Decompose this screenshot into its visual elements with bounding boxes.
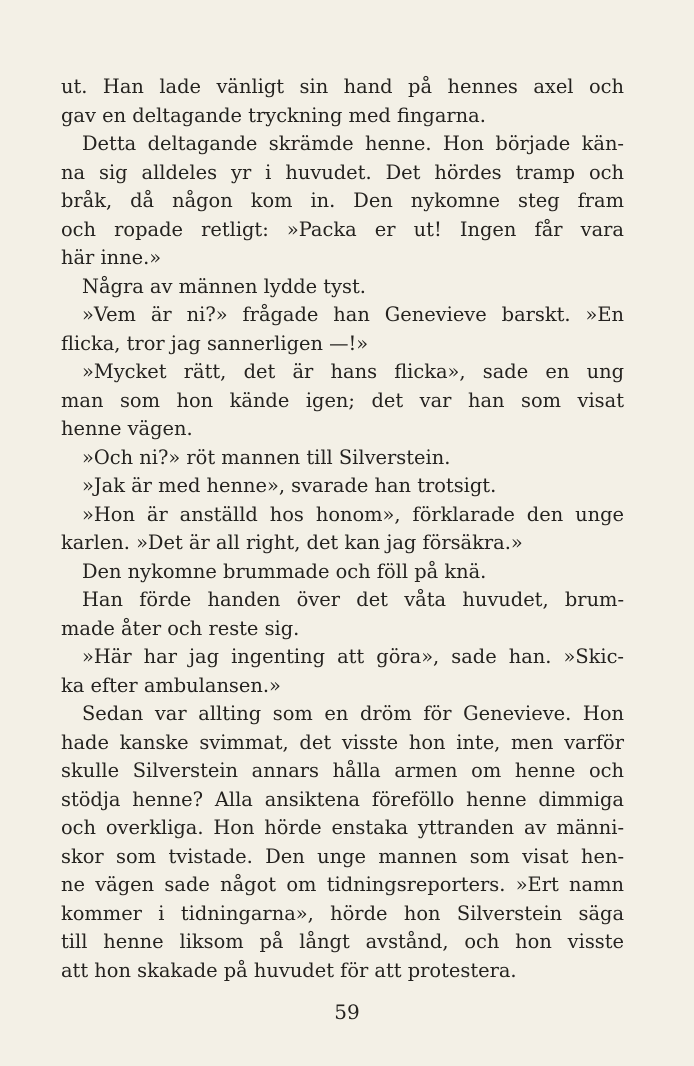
text-line: ka efter ambulansen.» bbox=[61, 673, 281, 697]
text-line: na sig alldeles yr i huvudet. Det hördes tramp och bbox=[61, 160, 624, 184]
text-line: »Och ni?» röt mannen till Silverstein. bbox=[82, 445, 451, 469]
text-line: »Jak är med henne», svarade han trotsigt. bbox=[82, 474, 497, 497]
text-line: »Hon är anställd hos honom», förklarade den unge bbox=[82, 502, 624, 526]
text-line: skulle Silverstein annars hålla armen om henne och bbox=[61, 759, 624, 782]
text-line: här inne.» bbox=[61, 246, 162, 269]
body-text bbox=[61, 73, 624, 985]
text-line: Några av männen lydde tyst. bbox=[82, 274, 366, 298]
text-line: Sedan var allting som en dröm för Genevieve. Hon bbox=[82, 702, 624, 725]
text-line: »Här har jag ingenting att göra», sade han. »Skic- bbox=[82, 645, 624, 668]
text-line: hade kanske svimmat, det visste hon inte, men varför bbox=[61, 730, 624, 754]
text-line: gav en deltagande tryckning med fingarna. bbox=[61, 103, 486, 127]
text-line: ne vägen sade något om tidningsreporters. »Ert namn bbox=[61, 873, 624, 896]
text-line: och ropade retligt: »Packa er ut! Ingen får vara bbox=[61, 217, 624, 241]
text-line: Detta deltagande skrämde henne. Hon började kän- bbox=[82, 132, 624, 155]
page-number: 59 bbox=[334, 1000, 360, 1024]
text-line: stödja henne? Alla ansiktena föreföllo henne dimmiga bbox=[61, 787, 624, 811]
text-line: henne vägen. bbox=[61, 417, 193, 440]
text-line: till henne liksom på långt avstånd, och hon visste bbox=[61, 930, 624, 953]
text-line: skor som tvistade. Den unge mannen som visat hen- bbox=[61, 844, 624, 868]
text-line: karlen. »Det är all right, det kan jag försäkra.» bbox=[61, 531, 523, 554]
text-line: ut. Han lade vänligt sin hand på hennes axel och bbox=[61, 75, 624, 98]
text-line: man som hon kände igen; det var han som visat bbox=[61, 388, 624, 412]
text-line: kommer i tidningarna», hörde hon Silverstein säga bbox=[61, 901, 624, 925]
text-line: Den nykomne brummade och föll på knä. bbox=[82, 559, 487, 583]
text-line: »Vem är ni?» frågade han Genevieve barskt. »En bbox=[82, 303, 624, 326]
text-line: »Mycket rätt, det är hans flicka», sade en ung bbox=[82, 360, 624, 383]
text-line: bråk, då någon kom in. Den nykomne steg fram bbox=[61, 189, 624, 212]
text-line: och overkliga. Hon hörde enstaka yttranden av männi- bbox=[61, 816, 624, 839]
text-line: made åter och reste sig. bbox=[61, 616, 300, 640]
text-line: flicka, tror jag sannerligen —!» bbox=[61, 331, 369, 355]
text-line: Han förde handen över det våta huvudet, brum- bbox=[82, 588, 624, 611]
text-line: att hon skakade på huvudet för att protestera. bbox=[61, 958, 517, 982]
